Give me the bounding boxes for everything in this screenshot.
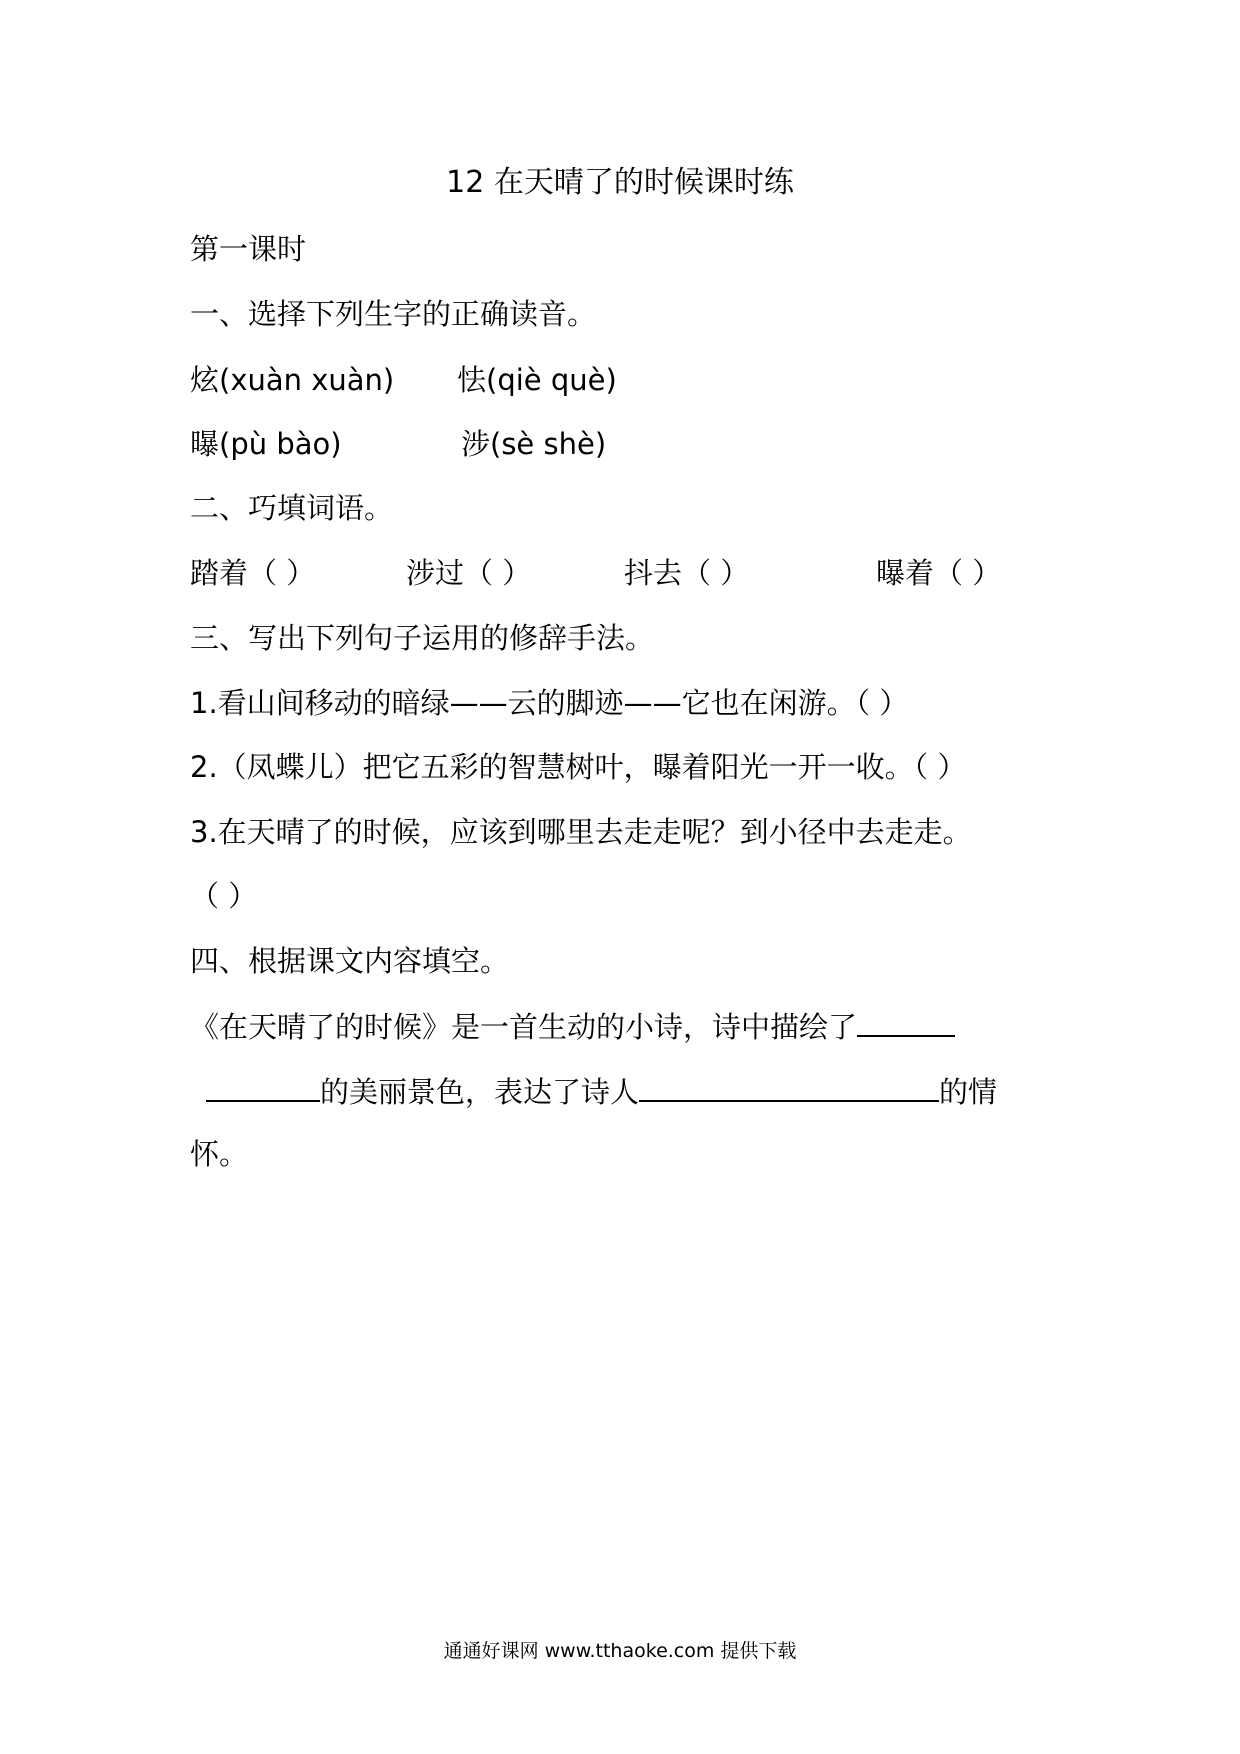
rhetoric-question-3: 3.在天晴了的时候，应该到哪里去走走呢？到小径中去走走。 (190, 815, 972, 849)
rhetoric-question-2: 2.（凤蝶儿）把它五彩的智慧树叶，曝着阳光一开一收。（ ） (190, 750, 967, 784)
page-title: 12 在天晴了的时候课时练 (446, 165, 794, 200)
fill-text-line-2 (206, 1070, 997, 1112)
fill-text-part3: 的情 (939, 1075, 998, 1109)
fill-blank-1b[interactable] (206, 1070, 320, 1102)
fill-text-line-1 (190, 1005, 955, 1047)
pinyin-item-1: 炫(xuàn xuàn) (190, 363, 395, 397)
rhetoric-answer-3: （ ） (190, 879, 258, 913)
lesson-label: 第一课时 (190, 232, 307, 266)
fill-text-part2: 的美丽景色，表达了诗人 (320, 1075, 640, 1109)
section3-heading: 三、写出下列句子运用的修辞手法。 (190, 621, 655, 655)
word-item-3: 抖去（ ） (624, 556, 750, 590)
section4-heading: 四、根据课文内容填空。 (190, 944, 510, 978)
pinyin-item-4: 涉(sè shè) (461, 427, 607, 461)
fill-blank-2[interactable] (639, 1070, 939, 1102)
word-item-1: 踏着（ ） (190, 556, 316, 590)
pinyin-item-3: 曝(pù bào) (190, 427, 342, 461)
rhetoric-question-1: 1.看山间移动的暗绿——云的脚迹——它也在闲游。（ ） (190, 686, 909, 720)
fill-text-part1: 《在天晴了的时候》是一首生动的小诗，诗中描绘了 (190, 1010, 858, 1044)
fill-blank-1a[interactable] (857, 1005, 955, 1037)
word-item-2: 涉过（ ） (406, 556, 532, 590)
page-footer: 通通好课网 www.tthaoke.com 提供下载 (443, 1640, 797, 1662)
section1-heading: 一、选择下列生字的正确读音。 (190, 297, 597, 331)
pinyin-item-2: 怯(qiè què) (457, 363, 617, 397)
word-item-4: 曝着（ ） (876, 556, 1002, 590)
fill-text-part4: 怀。 (190, 1137, 249, 1171)
section2-heading: 二、巧填词语。 (190, 491, 394, 525)
